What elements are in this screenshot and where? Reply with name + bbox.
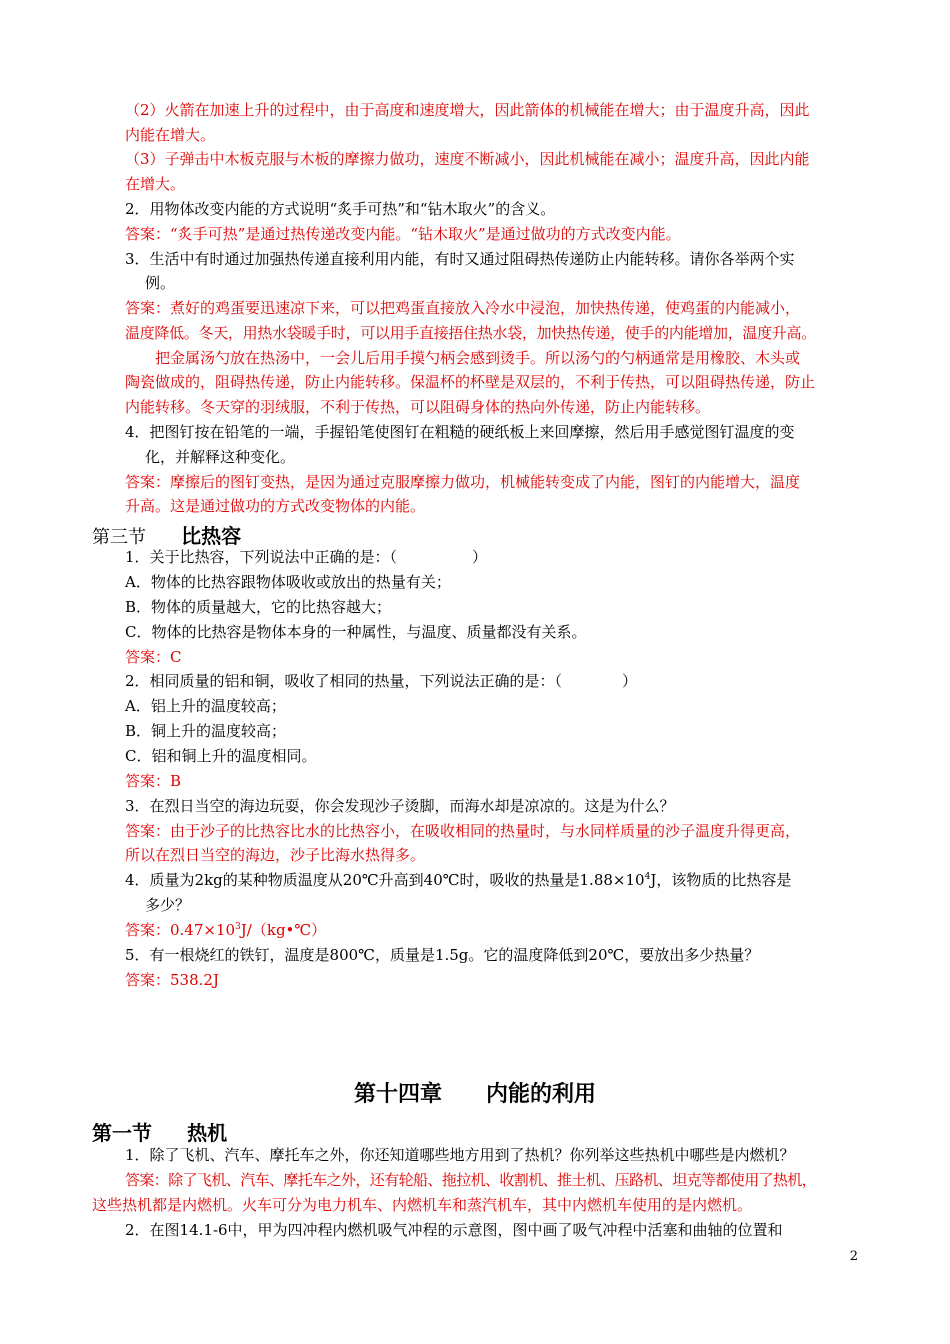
exponent: 4 [644,872,651,882]
question-line: 化，并解释这种变化。 [145,448,296,466]
exponent: 3 [235,922,241,932]
page-number: 2 [849,1249,858,1264]
question-line: 2．用物体改变内能的方式说明“炙手可热”和“钻木取火”的含义。 [125,200,556,218]
answer-line: 升高。这是通过做功的方式改变物体的内能。 [125,497,426,515]
answer-line: （3）子弹击中木板克服与木板的摩擦力做功，速度不断减小，因此机械能在减小；温度升高，因此内能 [125,150,810,168]
answer-line: 答案：B [125,772,182,790]
option-line: B．物体的质量越大，它的比热容越大； [125,598,392,616]
answer-line: 在增大。 [125,175,186,193]
section-number: 第三节 [92,527,146,548]
option-line: C．铝和铜上升的温度相同。 [125,747,317,765]
answer-line: 答案：摩擦后的图钉变热，是因为通过克服摩擦力做功，机械能转变成了内能，图钉的内能增大，温度 [125,473,801,491]
section-heading [92,1117,227,1146]
question-text: J，该物质的比热容是 [650,871,792,889]
answer-text: 答案：0.47×10 [125,921,236,939]
question-line: 1．关于比热容，下列说法中正确的是：（ ） [125,548,488,566]
question-line: 3．在烈日当空的海边玩耍，你会发现沙子烫脚，而海水却是凉凉的。这是为什么？ [125,797,675,815]
answer-line [125,919,326,941]
section-title: 热机 [187,1121,228,1145]
answer-line: 答案：由于沙子的比热容比水的比热容小，在吸收相同的热量时，与水同样质量的沙子温度升得更高， [125,822,801,840]
chapter-title: 第十四章 内能的利用 [353,1082,596,1107]
section-heading [92,520,241,549]
question-line: 多少？ [145,896,191,914]
answer-line: 陶瓷做成的，阻碍热传递，防止内能转移。保温杯的杯壁是双层的，不利于传热，可以阻碍热传递，防止 [125,373,816,391]
answer-line: 答案：煮好的鸡蛋要迅速凉下来，可以把鸡蛋直接放入冷水中浸泡，加快热传递，使鸡蛋的内能减小， [125,299,801,317]
answer-line: 所以在烈日当空的海边，沙子比海水热得多。 [125,846,426,864]
section-number: 第一节 [92,1121,152,1145]
answer-line: 答案：538.2J [125,971,219,989]
answer-text: J/（kg•℃） [240,921,327,939]
question-line: 5．有一根烧红的铁钉，温度是800℃，质量是1.5g。它的温度降低到20℃，要放出多少热量？ [125,946,760,964]
answer-line: （2）火箭在加速上升的过程中，由于高度和速度增大，因此箭体的机械能在增大；由于温度升高，因此 [125,101,810,119]
option-line: A．物体的比热容跟物体吸收或放出的热量有关； [125,573,451,591]
question-line: 4．把图钉按在铅笔的一端，手握铅笔使图钉在粗糙的硬纸板上来回摩擦，然后用手感觉图钉温度的变 [125,423,795,441]
option-line: C．物体的比热容是物体本身的一种属性，与温度、质量都没有关系。 [125,623,587,641]
answer-line: 内能在增大。 [125,126,216,144]
answer-line: 把金属汤勺放在热汤中，一会儿后用手摸勺柄会感到烫手。所以汤勺的勺柄通常是用橡胶、木头或 [155,349,801,367]
answer-line: 温度降低。冬天，用热水袋暖手时，可以用手直接捂住热水袋，加快热传递，使手的内能增加，温度升高。 [125,324,816,342]
answer-line: 内能转移。冬天穿的羽绒服，不利于传热，可以阻碍身体的热向外传递，防止内能转移。 [125,398,711,416]
question-line: 例。 [145,274,176,292]
question-line [125,869,791,891]
answer-line: 这些热机都是内燃机。火车可分为电力机车、内燃机车和蒸汽机车，其中内燃机车使用的是内燃机。 [92,1196,753,1214]
question-text: 4．质量为2kg的某种物质温度从20℃升高到40℃时，吸收的热量是1.88×10 [125,871,645,889]
option-line: B．铜上升的温度较高； [125,722,287,740]
section-title: 比热容 [181,524,242,548]
question-line: 2．相同质量的铝和铜，吸收了相同的热量，下列说法正确的是：（ ） [125,672,638,690]
option-line: A．铝上升的温度较高； [125,697,286,715]
answer-line: 答案：除了飞机、汽车、摩托车之外，还有轮船、拖拉机、收割机、推土机、压路机、坦克等都使用了热机， [125,1171,817,1189]
question-line: 1．除了飞机、汽车、摩托车之外，你还知道哪些地方用到了热机？你列举这些热机中哪些是内燃机？ [125,1146,795,1164]
answer-line: 答案：C [125,648,182,666]
question-line: 2．在图14.1-6中，甲为四冲程内燃机吸气冲程的示意图，图中画了吸气冲程中活塞和曲轴的位置和 [125,1221,783,1239]
answer-line: 答案：“炙手可热”是通过热传递改变内能。“钻木取火”是通过做功的方式改变内能。 [125,225,681,243]
question-line: 3．生活中有时通过加强热传递直接利用内能，有时又通过阻碍热传递防止内能转移。请你各举两个实 [125,250,795,268]
